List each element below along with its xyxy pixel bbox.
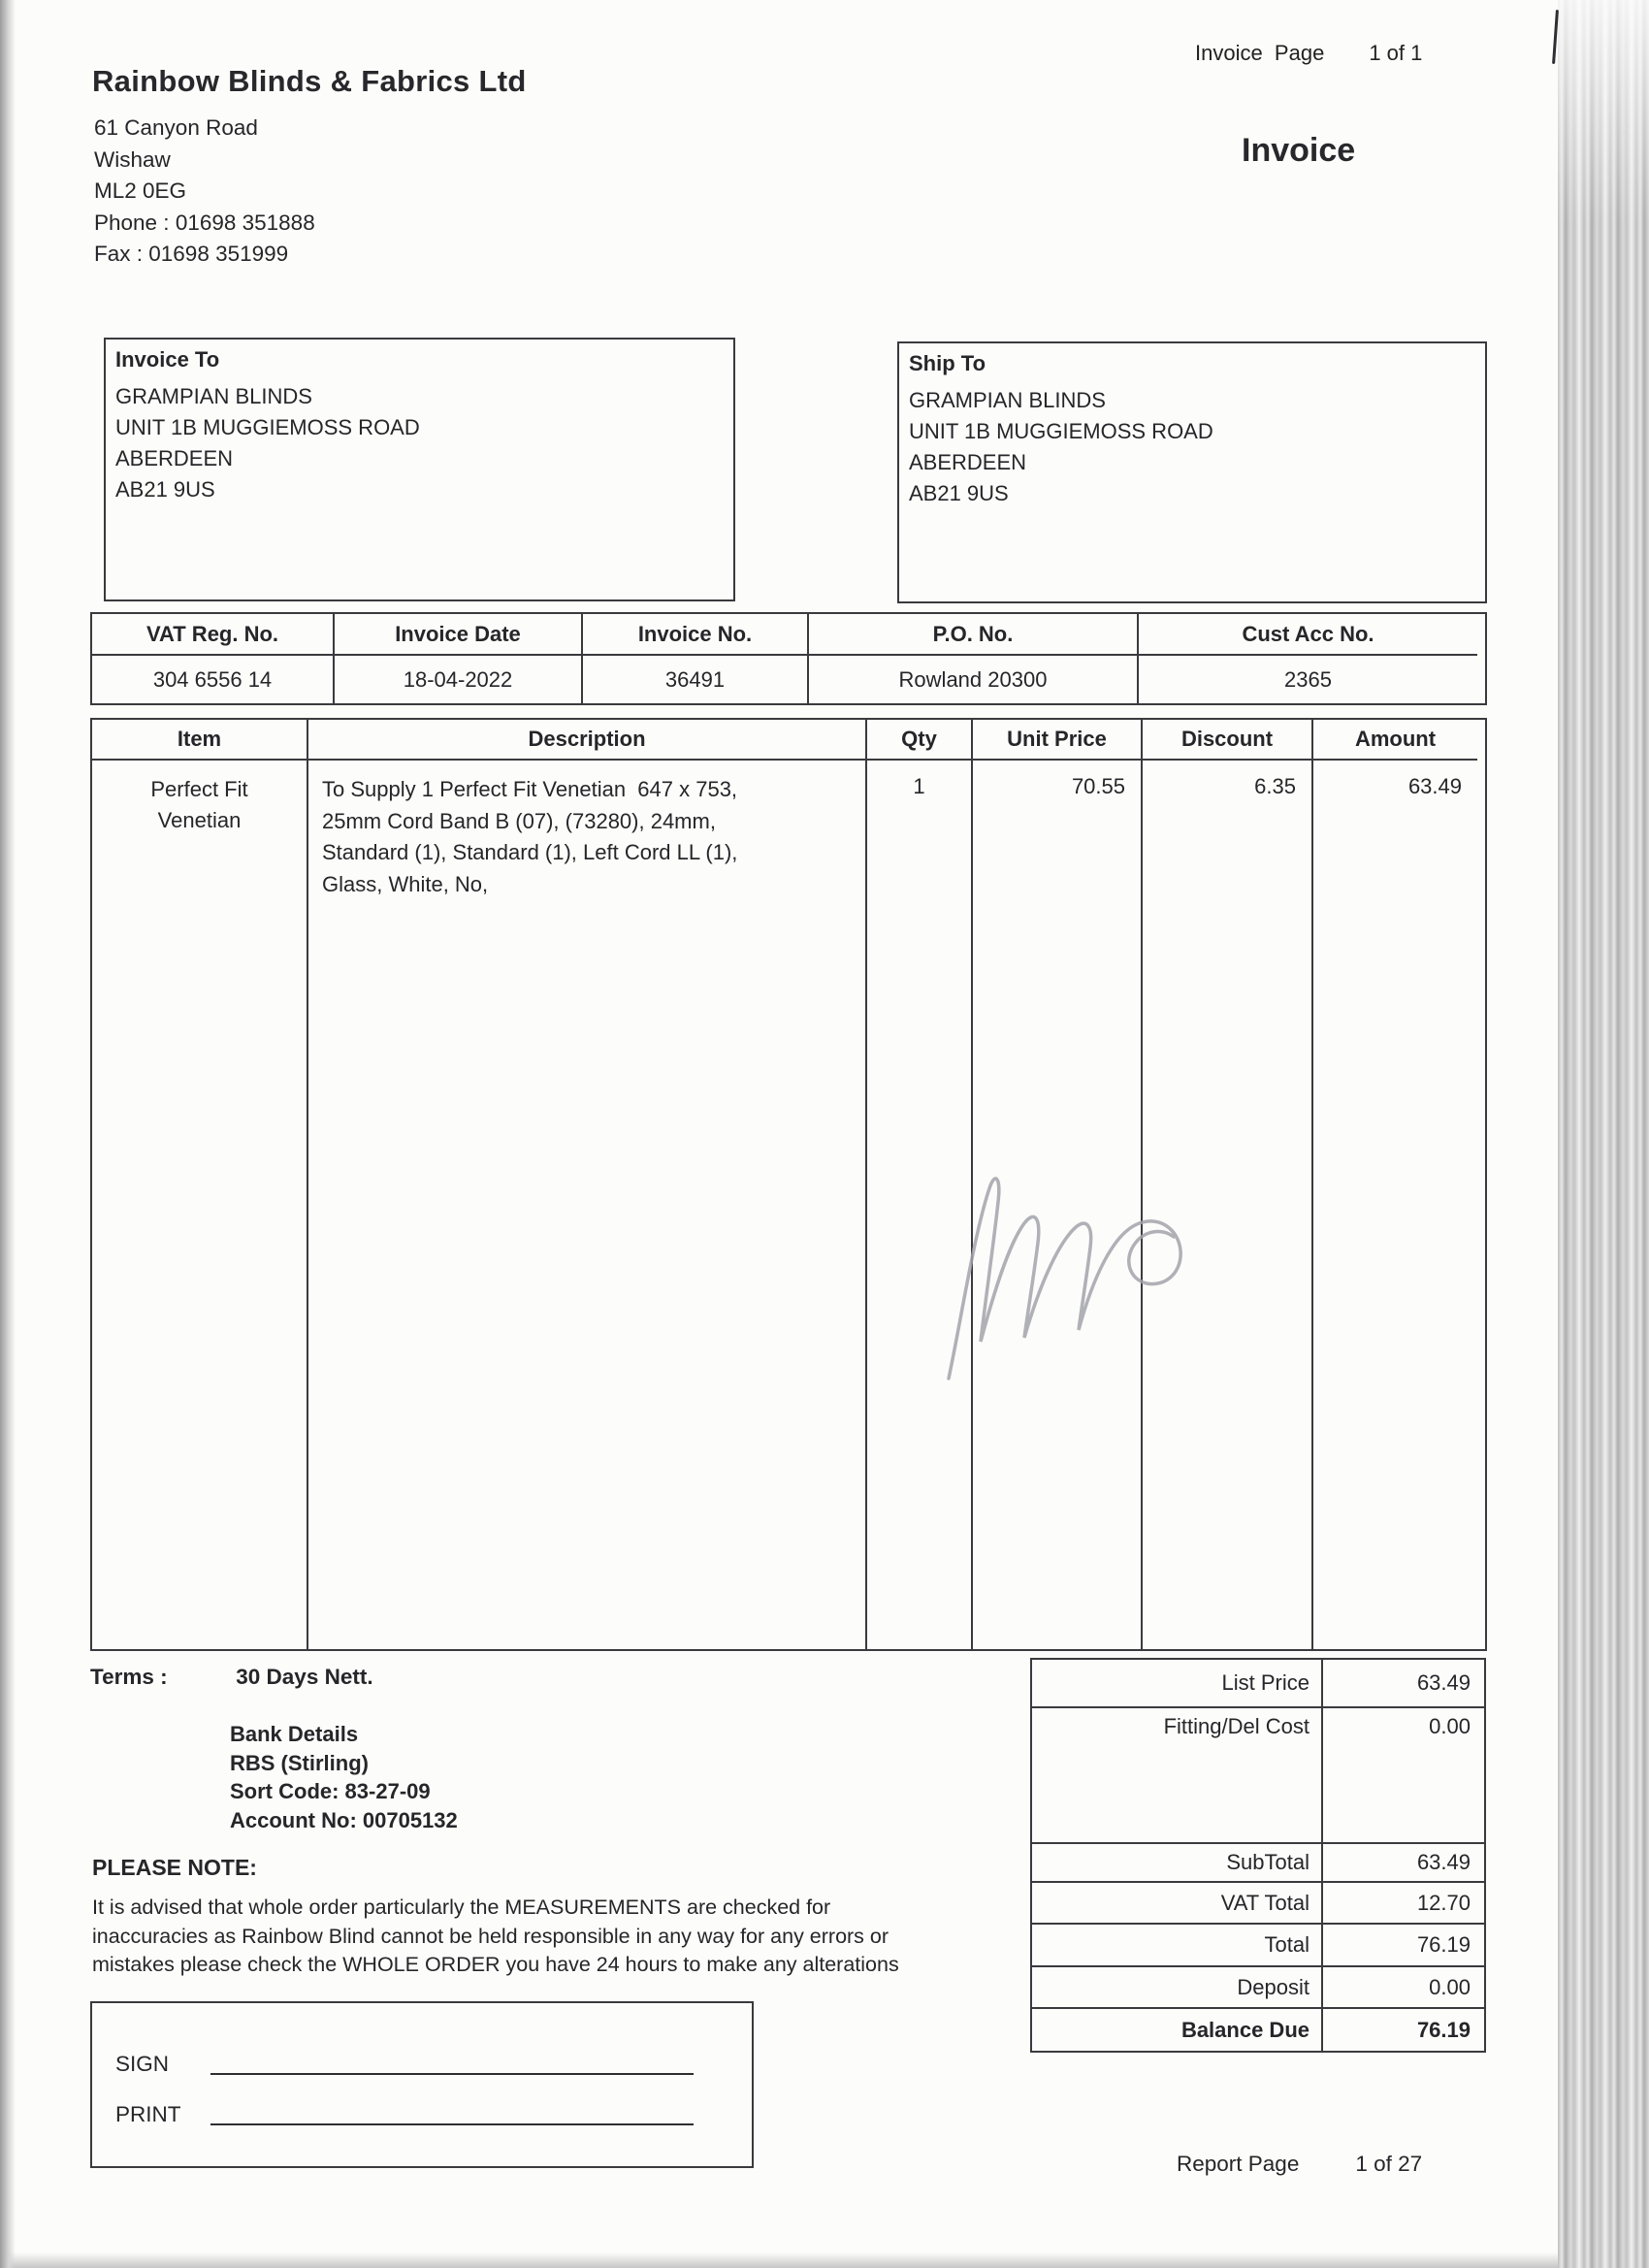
- terms-value: 30 Days Nett.: [236, 1665, 373, 1689]
- meta-value-invoice-no: 36491: [583, 656, 809, 703]
- company-address: [94, 113, 315, 271]
- totals-value-total: 76.19: [1321, 1925, 1484, 1967]
- meta-header-invoice-no: Invoice No.: [583, 614, 809, 656]
- terms-row: [90, 1665, 373, 1690]
- scan-edge-bottom: [0, 2252, 1649, 2268]
- scan-edge-left: [0, 0, 16, 2268]
- item-description-cell: [308, 761, 867, 1649]
- items-header-amount: Amount: [1313, 720, 1477, 761]
- totals-value-subtotal: 63.49: [1321, 1844, 1484, 1883]
- totals-value-vat-total: 12.70: [1321, 1883, 1484, 1925]
- totals-value-balance-due: 76.19: [1321, 2009, 1484, 2051]
- meta-header-po-no: P.O. No.: [809, 614, 1139, 656]
- item-amount-cell: 63.49: [1407, 774, 1462, 798]
- bank-name: RBS (Stirling): [230, 1750, 369, 1775]
- sign-row: [115, 2028, 752, 2079]
- totals-value-fitting-del-cost: 0.00: [1321, 1708, 1484, 1844]
- terms-label: Terms :: [90, 1665, 168, 1689]
- address-line: ABERDEEN: [115, 446, 234, 470]
- totals-box: [1030, 1658, 1486, 2053]
- company-address-line: ML2 0EG: [94, 178, 187, 203]
- ship-to-label: Ship To: [909, 351, 986, 375]
- company-address-line: Wishaw: [94, 146, 171, 172]
- note-text: [92, 1894, 1004, 1980]
- invoice-to-box: [104, 338, 735, 601]
- item-unit-price-cell: 70.55: [973, 761, 1143, 1649]
- items-header-description: Description: [308, 720, 867, 761]
- meta-header-cust-acc: Cust Acc No.: [1139, 614, 1477, 656]
- document-title: Invoice: [1242, 132, 1356, 169]
- bank-account-no: Account No: 00705132: [230, 1807, 458, 1832]
- address-line: GRAMPIAN BLINDS: [115, 384, 312, 408]
- print-label: PRINT: [115, 2102, 181, 2126]
- totals-value-list-price: 63.49: [1321, 1660, 1484, 1708]
- line-items-table: [90, 718, 1487, 1651]
- address-line: AB21 9US: [909, 481, 1009, 505]
- ship-to-box: [897, 341, 1487, 603]
- item-name-line: Venetian: [157, 808, 242, 832]
- print-line: [210, 2123, 694, 2125]
- report-page-label: Report Page: [1177, 2152, 1300, 2176]
- ship-to-address: [909, 385, 1475, 509]
- totals-label-deposit: Deposit: [1032, 1967, 1321, 2009]
- report-page-value: 1 of 27: [1355, 2152, 1423, 2176]
- invoice-page-value: 1 of 1: [1369, 41, 1423, 65]
- note-line: mistakes please check the WHOLE ORDER you have 24 hours to make any alterations: [92, 1953, 899, 1976]
- totals-label-total: Total: [1032, 1925, 1321, 1967]
- description-line: 25mm Cord Band B (07), (73280), 24mm,: [322, 808, 716, 833]
- totals-value-deposit: 0.00: [1321, 1967, 1484, 2009]
- meta-value-po-no: Rowland 20300: [809, 656, 1139, 703]
- item-name-line: Perfect Fit: [150, 777, 248, 801]
- totals-label-balance-due: Balance Due: [1180, 2017, 1310, 2042]
- items-header-qty: Qty: [867, 720, 973, 761]
- meta-value-cust-acc: 2365: [1284, 666, 1332, 692]
- address-line: UNIT 1B MUGGIEMOSS ROAD: [909, 419, 1213, 443]
- item-qty-cell: 1: [867, 761, 973, 1649]
- company-address-line: 61 Canyon Road: [94, 115, 258, 140]
- report-page-indicator: [1177, 2152, 1422, 2177]
- invoice-to-label: Invoice To: [115, 347, 220, 372]
- meta-value-vat: 304 6556 14: [92, 656, 335, 703]
- invoice-to-address: [115, 381, 724, 505]
- sign-label: SIGN: [115, 2052, 170, 2076]
- description-line: To Supply 1 Perfect Fit Venetian 647 x 753,: [322, 777, 738, 801]
- items-header-unit-price: Unit Price: [973, 720, 1143, 761]
- company-name: Rainbow Blinds & Fabrics Ltd: [92, 64, 527, 98]
- address-line: UNIT 1B MUGGIEMOSS ROAD: [115, 415, 420, 439]
- sign-line: [210, 2073, 694, 2075]
- totals-label-list-price: List Price: [1032, 1660, 1321, 1708]
- note-line: inaccuracies as Rainbow Blind cannot be held responsible in any way for any errors or: [92, 1924, 889, 1948]
- note-line: It is advised that whole order particularly the MEASUREMENTS are checked for: [92, 1895, 831, 1919]
- items-header-discount: Discount: [1143, 720, 1313, 761]
- item-name-cell: [92, 761, 308, 1649]
- address-line: ABERDEEN: [909, 450, 1027, 474]
- invoice-page-label: Invoice Page: [1195, 41, 1325, 65]
- invoice-page-indicator: [1195, 41, 1422, 66]
- company-fax: Fax : 01698 351999: [94, 242, 289, 266]
- description-line: Standard (1), Standard (1), Left Cord LL (1),: [322, 840, 738, 864]
- item-discount-cell: 6.35: [1143, 761, 1313, 1649]
- totals-label-fitting-del-cost: Fitting/Del Cost: [1032, 1708, 1321, 1844]
- bank-details: [230, 1720, 458, 1834]
- please-note-heading: PLEASE NOTE:: [92, 1855, 257, 1880]
- company-phone: Phone : 01698 351888: [94, 210, 315, 235]
- description-line: Glass, White, No,: [322, 871, 489, 896]
- bank-sort-code: Sort Code: 83-27-09: [230, 1779, 431, 1803]
- sign-print-box: [90, 2001, 754, 2168]
- items-header-item: Item: [92, 720, 308, 761]
- bank-details-heading: Bank Details: [230, 1722, 359, 1746]
- scan-edge-right: [1558, 0, 1649, 2268]
- print-row: [115, 2079, 752, 2129]
- invoice-meta-table: [90, 612, 1487, 705]
- address-line: GRAMPIAN BLINDS: [909, 388, 1106, 412]
- totals-label-subtotal: SubTotal: [1032, 1844, 1321, 1883]
- meta-header-invoice-date: Invoice Date: [335, 614, 583, 656]
- address-line: AB21 9US: [115, 477, 215, 502]
- meta-value-invoice-date: 18-04-2022: [335, 656, 583, 703]
- meta-header-vat: VAT Reg. No.: [92, 614, 335, 656]
- handwritten-signature: [912, 1150, 1212, 1392]
- totals-label-vat-total: VAT Total: [1032, 1883, 1321, 1925]
